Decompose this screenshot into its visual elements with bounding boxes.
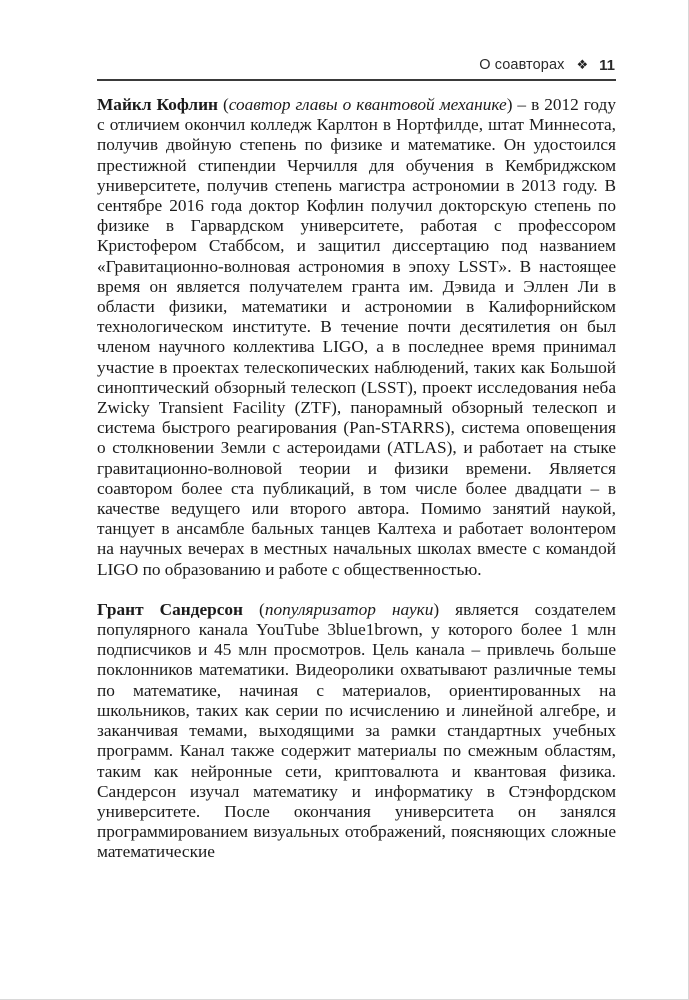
bio-paragraph-coughlin: Майкл Кофлин (соавтор главы о квантовой механике) – в 2012 году с отличием окончил колледж Карлтон в Нортфилде, штат Миннесота, получив двойную степень по физике и математике. Он удостоился престижной стипендии Черчилля для обучения в Кембриджском университете, получив степень магистра астрономии в 2013 году. В сентябре 2016 года доктор Кофлин получил докторскую степень по физике в Гарвардском университете, работая с профессором Кристофером Стаббсом, и защитил диссертацию под названием «Гравитационно-волновая астрономия в эпоху LSST». В настоящее время он является получателем гранта им. Дэвида и Эллен Ли в области физики, математики и астрономии в Калифорнийском технологическом институте. В течение почти десятилетия он был членом научного коллектива LIGO, а в последнее время принимал участие в проектах телескопических наблюдений, таких как Большой синоптический обзорный телескоп (LSST), проект исследования неба Zwicky Transient Facility (ZTF), панорамный обзорный телескоп и система быстрого реагирования (Pan-STARRS), система оповещения о столкновении Земли с астероидами (ATLAS), и работает на стыке гравитационно-волновой теории и физики времени. Является соавтором более ста публикаций, в том числе более двадцати – в качестве ведущего или второго автора. Помимо занятий наукой, танцует в ансамбле бальных танцев Калтеха и работает волонтером на научных вечерах в местных начальных школах вместе с командой LIGO по образованию и работе с общественностью. bbox=[97, 95, 616, 579]
page-body bbox=[97, 95, 616, 863]
section-title: О соавторах bbox=[479, 57, 565, 73]
bio-text: в 2012 году с отличием окончил колледж Карлтон в Нортфилде, штат Миннесота, получив двойную степень по физике и математике. Он удостоился престижной стипендии Черчилля для обучения в Кембриджском университете, получив степень магистра астрономии в 2013 году. В сентябре 2016 года доктор Кофлин получил докторскую степень по физике в Гарвардском университете, работая с профессором Кристофером Стаббсом, и защитил диссертацию под названием «Гравитационно-волновая астрономия в эпоху LSST». В настоящее время он является получателем гранта им. Дэвида и Эллен Ли в области физики, математики и астрономии в Калифорнийском технологическом институте. В течение почти десятилетия он был членом научного коллектива LIGO, а в последнее время принимал участие в проектах телескопических наблюдений, таких как Большой синоптический обзорный телескоп (LSST), проект исследования неба Zwicky Transient Facility (ZTF), панорамный обзорный телескоп и система быстрого реагирования (Pan-STARRS), система оповещения о столкновении Земли с астероидами (ATLAS), и работает на стыке гравитационно-волновой теории и физики времени. Является соавтором более ста публикаций, в том числе более двадцати – в качестве ведущего или второго автора. Помимо занятий наукой, танцует в ансамбле бальных танцев Калтеха и работает волонтером на научных вечерах в местных начальных школах вместе с командой LIGO по образованию и работе с общественностью. bbox=[97, 95, 616, 579]
four-diamond-ornament-icon: ❖ bbox=[576, 57, 589, 72]
header-rule bbox=[97, 79, 616, 81]
bio-role: соавтор главы о квантовой механике bbox=[228, 95, 507, 114]
bio-name: Грант Сандерсон bbox=[97, 599, 244, 619]
bio-text: является создателем популярного канала YouTube 3blue1brown, у которого более 1 млн подписчиков и 45 млн просмотров. Цель канала – привлечь больше поклонников математики. Видеоролики охватывают различные темы по математике, начиная с материалов, ориентированных на школьников, таких как серии по исчислению и линейной алгебре, и заканчивая темами, выходящими за рамки стандартных учебных программ. Канал также содержит материалы по смежным областям, таким как нейронные сети, криптовалюта и квантовая физика. Сандерсон изучал математику и информатику в Стэнфордском университете. После окончания университета он занялся программированием визуальных отображений, поясняющих сложные математические bbox=[97, 599, 616, 862]
bio-name: Майкл Кофлин bbox=[97, 95, 218, 114]
bio-role: популяризатор науки bbox=[264, 599, 434, 619]
bio-paragraph-sanderson: Грант Сандерсон (популяризатор науки) является создателем популярного канала YouTube 3blue1brown, у которого более 1 млн подписчиков и 45 млн просмотров. Цель канала – привлечь больше поклонников математики. Видеоролики охватывают различные темы по математике, начиная с материалов, ориентированных на школьников, таких как серии по исчислению и линейной алгебре, и заканчивая темами, выходящими за рамки стандартных учебных программ. Канал также содержит материалы по смежным областям, таким как нейронные сети, криптовалюта и квантовая физика. Сандерсон изучал математику и информатику в Стэнфордском университете. После окончания университета он занялся программированием визуальных отображений, поясняющих сложные математические bbox=[97, 599, 616, 862]
running-head bbox=[479, 53, 615, 77]
page-number: 11 bbox=[599, 56, 615, 74]
